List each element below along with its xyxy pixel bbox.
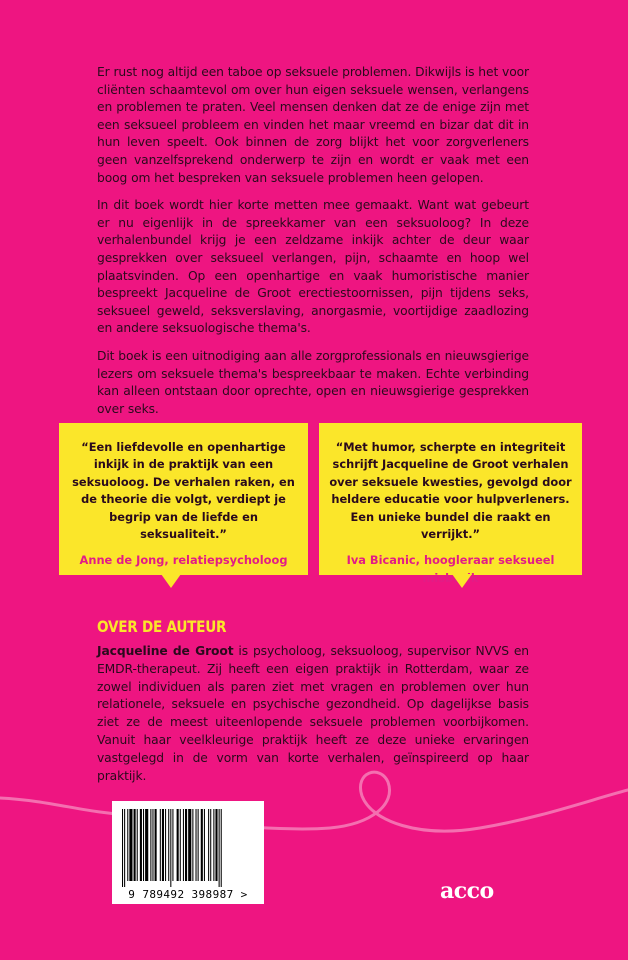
barcode-bar [210, 809, 211, 881]
barcode-bar [180, 809, 181, 881]
author-bio-text: is psycholoog, seksuoloog, supervisor NVVS en EMDR-therapeut. Zij heeft een eigen praktijk in Rotterdam, waar ze zowel individuen als paren ziet met vragen en problemen over hun relationele, seksuele en psychische gezondheid. Op dagelijkse basis ziet ze de meest uiteenlopende seksuele problemen voorbijkomen. Vanuit haar veelkleurige praktijk heeft ze deze unieke ervaringen vastgelegd in de vorm van korte verhalen, geïnspireerd op haar praktijk. [97, 644, 529, 783]
barcode-bar [165, 809, 166, 881]
isbn-number: 9 789492 398987 > [128, 888, 248, 901]
barcode-bar [155, 809, 157, 881]
barcode-bar [219, 809, 220, 887]
barcode-bar [196, 809, 197, 881]
barcode-bar [150, 809, 151, 881]
barcode-bar [137, 809, 138, 881]
barcode-bar [204, 809, 205, 881]
quote-bubble-tail-1 [161, 574, 181, 588]
quote-bubble-tail-2 [452, 574, 472, 588]
barcode-bar [152, 809, 153, 881]
quote-box-1 [59, 423, 308, 575]
author-name: Jacqueline de Groot [97, 644, 234, 658]
barcode-bar [185, 809, 187, 881]
quote-author-1: Anne de Jong, relatiepsycholoog [79, 553, 288, 568]
barcode-bar [134, 809, 136, 881]
barcode-bar [168, 809, 169, 881]
barcode-bar [143, 809, 144, 881]
quote-box-2 [319, 423, 582, 585]
barcode-bar [183, 809, 184, 881]
author-heading: OVER DE AUTEUR [97, 617, 227, 636]
barcode-bar [129, 809, 132, 881]
barcode-bar [208, 809, 209, 881]
decorative-squiggle-line [0, 760, 628, 890]
barcode-bar [160, 809, 161, 881]
barcode-bar [145, 809, 148, 881]
barcode-bar [201, 809, 203, 881]
barcode-bars [120, 809, 256, 887]
barcode-bar [170, 809, 171, 887]
barcode-bar [198, 809, 199, 881]
barcode-bar [188, 809, 191, 881]
blurb-paragraph-3: Dit boek is een uitnodiging aan alle zorgprofessionals en nieuwsgierige lezers om seksuele thema's bespreekbaar te maken. Echte verbinding kan alleen ontstaan door oprechte, open en nieuwsgierige gesprekken over seks. [97, 348, 529, 416]
barcode-bar [177, 809, 179, 881]
quote-text-2: “Met humor, scherpte en integriteit schrijft Jacqueline de Groot verhalen over seksuele kwesties, gevolgd door heldere educatie voor hulpverleners. Een unieke bundel die raakt en verrijkt.” [329, 440, 572, 542]
barcode-bar [192, 809, 193, 881]
blurb-paragraph-1: Er rust nog altijd een taboe op seksuele problemen. Dikwijls is het voor cliënten schaamtevol om over hun eigen seksuele wensen, verlangens en problemen te praten. Veel mensen denken dat ze de enige zijn met een seksueel probleem en vinden het maar vreemd en bizar dat dit in hun leven speelt. Ook binnen de zorg blijkt het voor zorgverleners geen vanzelfsprekend onderwerp te zijn en wordt er vaak met een boog om het bespreken van seksuele problemen heen gelopen. [97, 65, 529, 185]
publisher-logo: acco [440, 878, 494, 904]
quote-author-2: Iva Bicanic, hoogleraar seksueel misbruik [346, 553, 555, 585]
barcode-bar [127, 809, 128, 881]
barcode-bar [122, 809, 123, 887]
barcode-bar [162, 809, 164, 881]
barcode-bar [213, 809, 214, 881]
barcode-bar [221, 809, 222, 887]
quote-text-1: “Een liefdevolle en openhartige inkijk in de praktijk van een seksuoloog. De verhalen raken, en de theorie die volgt, verdiept je begrip van de liefde en seksualiteit.” [72, 440, 295, 542]
barcode-bar [124, 809, 125, 887]
blurb-paragraph-2: In dit boek wordt hier korte metten mee gemaakt. Want wat gebeurt er nu eigenlijk in de spreekkamer van een seksuoloog? In deze verhalenbundel krijg je een zeldzame inkijk achter de deur waar gesprekken over seksueel verlangen, pijn, schaamte en hoop wel plaatsvinden. Op een openhartige en vaak humoristische manier bespreekt Jacqueline de Groot erectiestoornissen, pijn tijdens seks, seksueel geweld, seksverslaving, anorgasmie, voortijdige zaadlozing en andere seksuologische thema's. [97, 198, 529, 336]
barcode-bar [140, 809, 142, 881]
blurb [97, 64, 529, 428]
barcode [112, 801, 264, 904]
barcode-bar [172, 809, 173, 881]
barcode-bar [215, 809, 217, 881]
